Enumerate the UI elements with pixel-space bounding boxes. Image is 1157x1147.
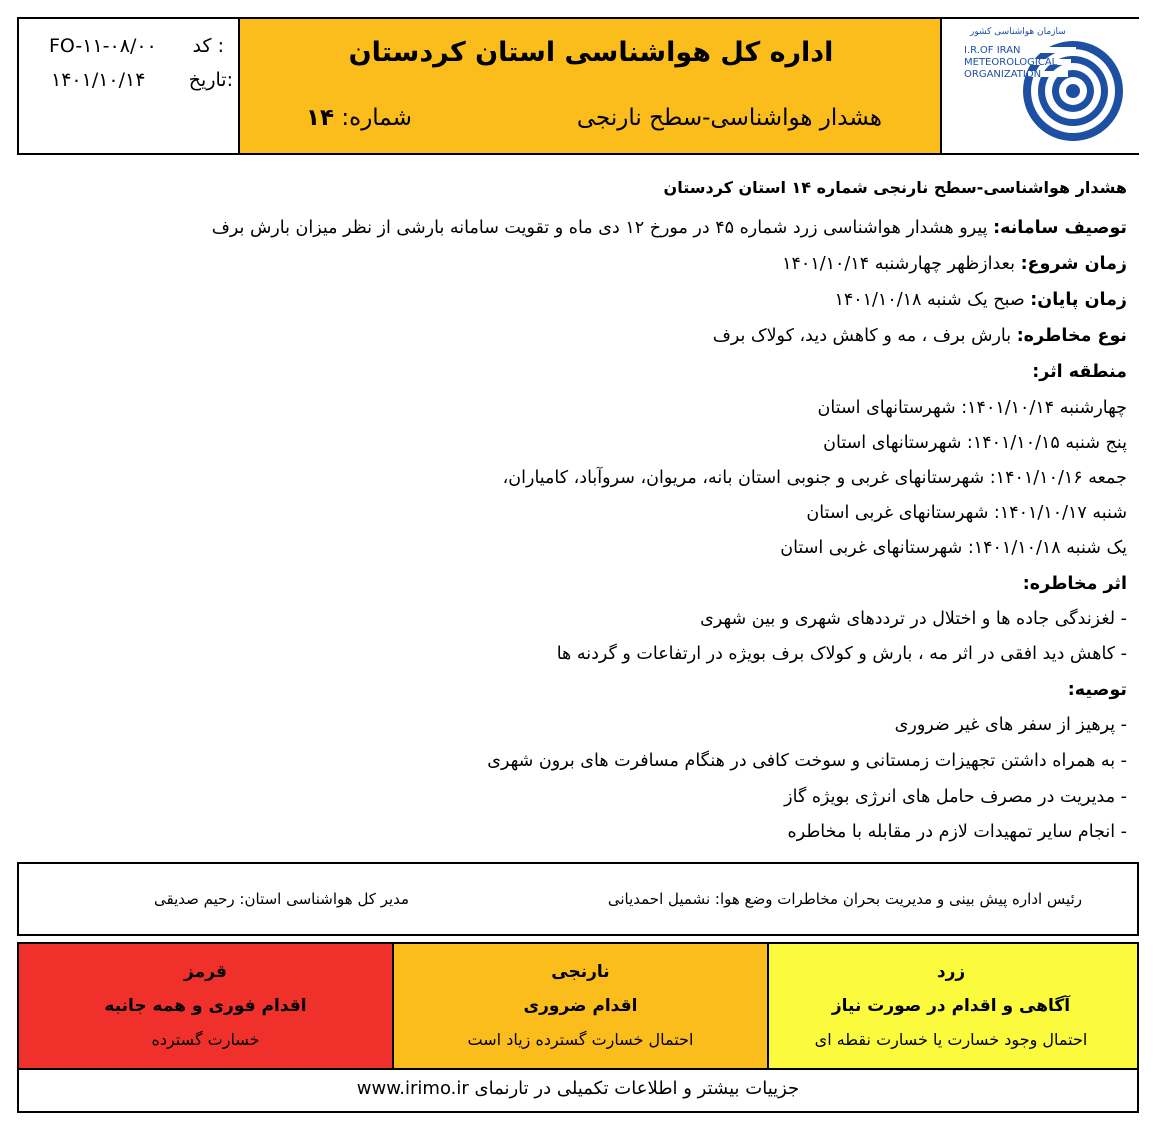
level-orange-name: نارنجی: [551, 962, 610, 982]
warning-title: هشدار هواشناسی-سطح نارنجی: [576, 105, 882, 131]
hazard-effects-label: اثر مخاطره:: [1022, 574, 1127, 594]
level-red-name: قرمز: [184, 962, 227, 982]
level-red-description: خسارت گسترده: [151, 1030, 260, 1049]
advice-item: - به همراه داشتن تجهیزات زمستانی و سوخت کافی در هنگام مسافرت های برون شهری: [487, 751, 1127, 771]
warning-number: [306, 105, 412, 131]
advice-item: - پرهیز از سفر های غیر ضروری: [894, 715, 1127, 735]
footer-divider: [19, 1068, 1137, 1070]
footer-website-text: جزییات بیشتر و اطلاعات تکمیلی در تارنمای www.irimo.ir: [356, 1078, 800, 1099]
logo-line-1: I.R.OF IRAN: [964, 45, 1021, 56]
end-time-value: صبح یک شنبه ۱۴۰۱/۱۰/۱۸: [834, 290, 1031, 310]
logo-cell: [940, 19, 1141, 153]
logo-line-2: METEOROLOGICAL: [964, 57, 1058, 68]
level-yellow-action: آگاهی و اقدام در صورت نیاز: [831, 996, 1071, 1016]
description-label: توصیف سامانه:: [993, 218, 1127, 238]
level-orange-action: اقدام ضروری: [523, 996, 638, 1016]
effect-item: - کاهش دید افقی در اثر مه ، بارش و کولاک برف بویژه در ارتفاعات و گردنه ها: [556, 644, 1127, 664]
hazard-type-label: نوع مخاطره:: [1016, 326, 1127, 346]
advice-heading: [1068, 680, 1127, 700]
description-value: پیرو هشدار هواشناسی زرد شماره ۴۵ در مورخ ۱۲ دی ماه و تقویت سامانه بارشی از نظر میزان بارش برف: [211, 218, 994, 238]
level-yellow-description: احتمال وجود خسارت یا خسارت نقطه ای: [814, 1030, 1088, 1049]
level-yellow-name: زرد: [936, 962, 966, 982]
advice-item: - مدیریت در مصرف حامل های انرژی بویژه گاز: [784, 787, 1127, 807]
signature-box: [17, 862, 1139, 936]
level-yellow: [765, 944, 1137, 1068]
affected-area-label: منطقه اثر:: [1032, 362, 1127, 382]
advice-label: توصیه:: [1067, 680, 1127, 700]
area-item: یک شنبه ۱۴۰۱/۱۰/۱۸: شهرستانهای غربی استان: [780, 538, 1127, 558]
date-label: تاریخ:: [188, 69, 233, 91]
code-label: کد :: [192, 35, 224, 57]
logo-persian-name: سازمان هواشناسی کشور: [970, 27, 1066, 37]
description-row: [212, 218, 1127, 238]
advice-item: - انجام سایر تمهیدات لازم در مقابله با مخاطره: [787, 822, 1127, 842]
start-time-label: زمان شروع:: [1020, 254, 1127, 274]
forecast-head-signature: رئیس اداره پیش بینی و مدیریت بحران مخاطرات وضع هوا: نشمیل احمدیانی: [607, 890, 1082, 908]
level-orange-description: احتمال خسارت گسترده زیاد است: [467, 1030, 694, 1049]
level-red-action: اقدام فوری و همه جانبه: [104, 996, 307, 1016]
start-time-row: [782, 254, 1127, 274]
date-value: ۱۴۰۱/۱۰/۱۴: [51, 69, 146, 91]
title-cell: [238, 19, 942, 153]
hazard-type-row: [713, 326, 1127, 346]
end-time-row: [834, 290, 1127, 310]
director-signature: مدیر کل هواشناسی استان: رحیم صدیقی: [154, 890, 410, 908]
irimo-logo: [956, 27, 1131, 147]
hazard-effects-heading: [1023, 574, 1127, 594]
area-item: پنج شنبه ۱۴۰۱/۱۰/۱۵: شهرستانهای استان: [823, 433, 1127, 453]
level-orange: [392, 944, 769, 1068]
level-red: [19, 944, 392, 1068]
org-title: اداره کل هواشناسی استان کردستان: [348, 37, 834, 68]
area-item: چهارشنبه ۱۴۰۱/۱۰/۱۴: شهرستانهای استان: [817, 398, 1127, 418]
area-item: شنبه ۱۴۰۱/۱۰/۱۷: شهرستانهای غربی استان: [806, 503, 1127, 523]
start-time-value: بعدازظهر چهارشنبه ۱۴۰۱/۱۰/۱۴: [782, 254, 1021, 274]
logo-line-3: ORGANIZATION: [964, 69, 1042, 80]
effect-item: - لغزندگی جاده ها و اختلال در ترددهای شهری و بین شهری: [700, 609, 1127, 629]
document-code-cell: [19, 19, 238, 153]
warning-number-label: شماره:: [341, 105, 412, 131]
end-time-label: زمان پایان:: [1030, 290, 1127, 310]
warning-number-value: ۱۴: [306, 105, 335, 131]
area-item: جمعه ۱۴۰۱/۱۰/۱۶: شهرستانهای غربی و جنوبی استان بانه، مریوان، سروآباد، کامیاران،: [502, 468, 1127, 488]
hazard-type-value: بارش برف ، مه و کاهش دید، کولاک برف: [712, 326, 1017, 346]
code-value: FO-۱۱-۰۸/۰۰: [49, 35, 157, 57]
warning-levels-legend: [17, 942, 1139, 1113]
affected-area-heading: [1032, 362, 1127, 382]
document-header: [17, 17, 1139, 155]
warning-subheading: هشدار هواشناسی-سطح نارنجی شماره ۱۴ استان کردستان: [663, 178, 1127, 197]
